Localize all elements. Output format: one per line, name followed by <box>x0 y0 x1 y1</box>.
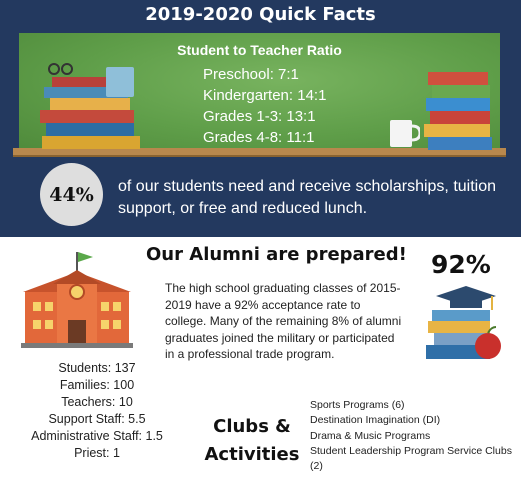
ratio-item: Kindergarten: 14:1 <box>203 87 327 104</box>
stat-item: Teachers: 10 <box>61 395 133 409</box>
stat-item: Families: 100 <box>59 378 135 392</box>
ratio-title: Student to Teacher Ratio <box>177 42 342 58</box>
alumni-description: The high school graduating classes of 2015-2019 have a 92% acceptance rate to college. Many of the remaining 8% of alumni graduates joined the military or participated in a professional trade program. <box>165 281 402 361</box>
club-item: Student Leadership Program Service Clubs (2) <box>310 444 512 473</box>
stat-item: Students: 137 <box>58 361 136 375</box>
clubs-heading <box>203 413 301 469</box>
clubs-list <box>310 398 515 474</box>
club-item: Drama & Music Programs <box>310 429 431 442</box>
scholarship-text: of our students need and receive scholarships, tuition support, or free and reduced lunch. <box>118 178 497 217</box>
graduation-books-apple-icon <box>422 282 508 362</box>
clubs-heading-line: Activities <box>204 444 300 465</box>
school-building-icon <box>21 250 133 348</box>
clubs-heading-line: Clubs & <box>213 416 291 437</box>
book-stack-left-icon <box>36 62 146 150</box>
page-title: 2019-2020 Quick Facts <box>145 4 376 25</box>
stat-item: Administrative Staff: 1.5 <box>31 429 163 443</box>
club-item: Destination Imagination (DI) <box>310 414 441 427</box>
ratio-item: Grades 4-8: 11:1 <box>203 129 315 146</box>
scholarship-percent-badge: 44% <box>40 163 103 226</box>
ratio-item: Preschool: 7:1 <box>203 66 299 83</box>
acceptance-percent: 92% <box>431 250 491 279</box>
alumni-heading: Our Alumni are prepared! <box>146 244 407 265</box>
ratio-item: Grades 1-3: 13:1 <box>203 108 316 125</box>
book-stack-right-icon <box>424 66 496 150</box>
stat-item: Support Staff: 5.5 <box>48 412 146 426</box>
club-item: Sports Programs (6) <box>310 399 405 411</box>
ratio-list <box>203 64 326 148</box>
coffee-mug-icon <box>388 116 420 148</box>
school-stats-list <box>12 360 182 462</box>
stat-item: Priest: 1 <box>74 446 120 460</box>
